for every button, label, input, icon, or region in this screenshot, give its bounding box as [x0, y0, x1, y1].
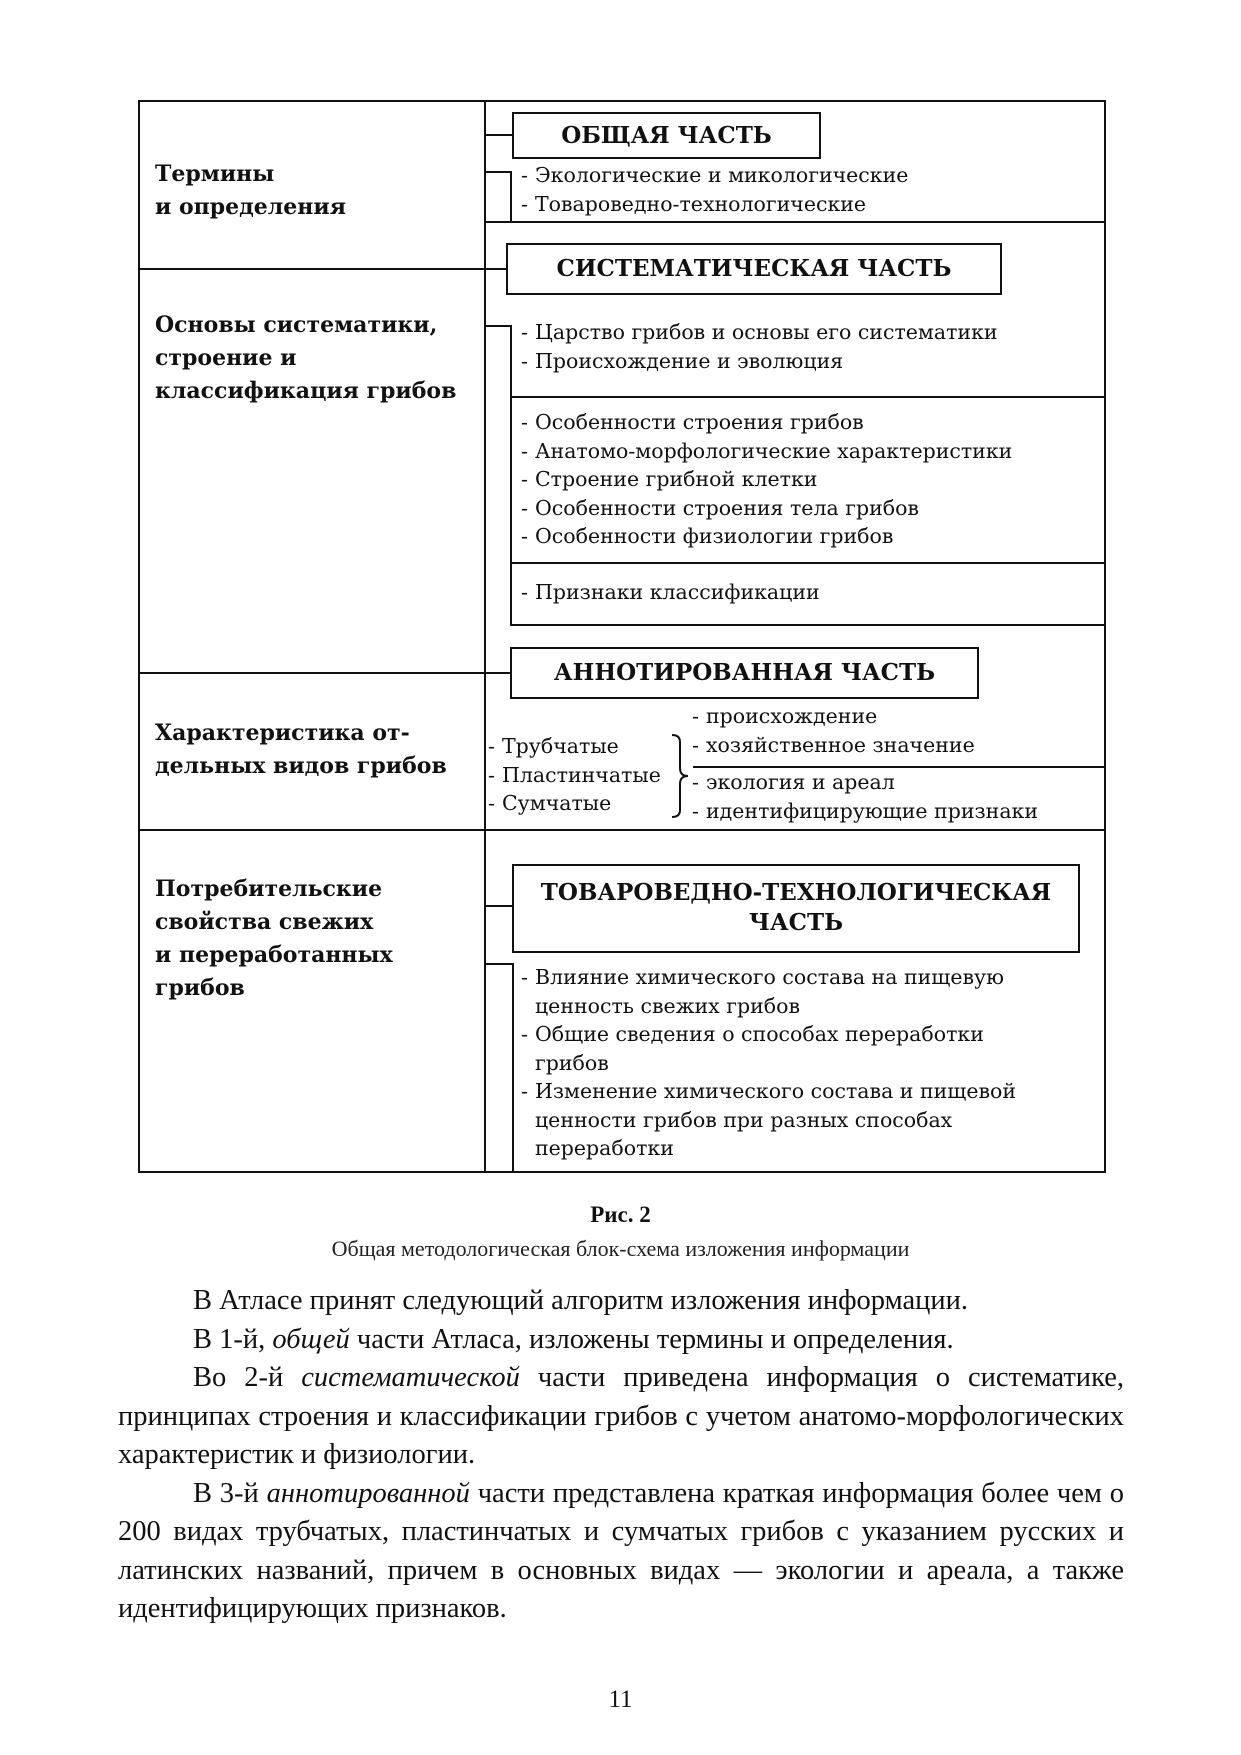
connector [484, 171, 512, 173]
row-divider-1 [138, 268, 513, 270]
page-number: 11 [608, 1686, 633, 1713]
list-item: - Анатомо-морфологические характеристики [521, 438, 1013, 463]
list-item: - идентифицирующие признаки [692, 798, 1039, 823]
list-item-cont: ценность свежих грибов [535, 993, 800, 1018]
list-item: - Трубчатые [488, 734, 619, 758]
list-item-cont: переработки [535, 1136, 674, 1160]
systematic-group-2 [521, 408, 1012, 551]
bracket-line [510, 325, 512, 625]
section-title-text: ЧАСТЬ [748, 909, 844, 936]
connector [484, 325, 512, 327]
list-item: - Строение грибной клетки [521, 467, 818, 491]
list-item: - Изменение химического состава и пищевой [521, 1079, 1017, 1103]
row-label-species [155, 717, 447, 783]
body-text [118, 1282, 1124, 1629]
list-item: - Особенности строения тела грибов [521, 495, 919, 520]
list-item-cont: ценности грибов при разных способах [535, 1107, 953, 1132]
list-item: - Происхождение и эволюция [521, 348, 844, 373]
row-label-line: грибов [155, 975, 245, 1001]
row-divider-2 [138, 672, 513, 674]
list-item: - Особенности физиологии грибов [521, 524, 894, 548]
figure-caption: Общая методологическая блок-схема изложения информации [331, 1236, 910, 1261]
systematic-group-1 [521, 318, 998, 375]
bracket-line [512, 963, 514, 1173]
commodity-items [521, 963, 1016, 1163]
attributes-top [692, 702, 975, 759]
list-item: - Общие сведения о способах переработки [521, 1022, 984, 1046]
list-item: - Экологические и микологические [521, 163, 909, 187]
connector [484, 963, 514, 965]
list-item-cont: грибов [535, 1050, 609, 1075]
row-label-line: свойства свежих [155, 909, 374, 935]
paragraph: В Атласе принят следующий алгоритм изложения информации. [193, 1285, 968, 1316]
row-label-line: строение и [155, 345, 297, 371]
attributes-bottom [692, 768, 1038, 825]
section-title-general [512, 112, 821, 159]
list-item: - Сумчатые [488, 791, 612, 815]
row-label-line: Термины [155, 161, 275, 187]
column-divider [484, 100, 486, 1173]
row-label-systematics [155, 309, 456, 408]
general-items [521, 161, 908, 218]
group-divider [510, 396, 1106, 398]
row-label-consumer [155, 873, 393, 1005]
mushroom-types [488, 732, 661, 818]
group-right-edge [1104, 396, 1106, 626]
section-bottom-line [484, 221, 1106, 223]
row-label-line: Основы систематики, [155, 312, 438, 338]
row-divider-3 [138, 829, 1106, 831]
connector [484, 268, 508, 270]
list-item: - Пластинчатые [488, 762, 661, 787]
systematic-group-3 [521, 578, 820, 607]
row-label-line: дельных видов грибов [155, 753, 447, 779]
section-title-annotated [510, 647, 979, 699]
row-label-line: и определения [155, 194, 346, 220]
paragraph: В 3-й аннотированной части представлена краткая информация более чем о 200 видах трубчатых, пластинчатых и сумчатых грибов с указанием русских и латинских названий, причем в основных видах — экологии и ареала, а также идентифицирующих признаков. [118, 1477, 1124, 1624]
row-label-line: классификация грибов [155, 378, 457, 404]
connector [484, 905, 512, 907]
paragraph: В 1-й, общей части Атласа, изложены термины и определения. [193, 1323, 954, 1355]
list-item: - происхождение [692, 704, 878, 728]
list-item: - Особенности строения грибов [521, 410, 864, 434]
row-label-terms [155, 158, 346, 224]
section-title-text: СИСТЕМАТИЧЕСКАЯ ЧАСТЬ [556, 255, 952, 282]
group-divider [510, 562, 1106, 564]
list-item: - Признаки классификации [521, 580, 820, 604]
figure-number: Рис. 2 [590, 1202, 651, 1227]
connector [484, 672, 512, 674]
connector [484, 134, 514, 136]
section-title-text: АННОТИРОВАННАЯ ЧАСТЬ [553, 659, 936, 686]
group-divider [510, 624, 1106, 626]
section-title-commodity [512, 864, 1080, 953]
bracket-line [510, 171, 512, 223]
list-item: - Влияние химического состава на пищевую [521, 965, 1004, 989]
section-title-text: ТОВАРОВЕДНО-ТЕХНОЛОГИЧЕСКАЯ [540, 879, 1052, 906]
list-item: - Царство грибов и основы его систематики [521, 320, 998, 344]
list-item: - экология и ареал [692, 770, 895, 794]
list-item: - Товароведно-технологические [521, 191, 867, 216]
section-title-systematic [506, 243, 1002, 295]
row-label-line: Потребительские [155, 876, 383, 902]
curly-brace-icon [670, 732, 694, 820]
list-item: - хозяйственное значение [692, 732, 975, 757]
row-label-line: и переработанных [155, 942, 393, 968]
section-title-text: ОБЩАЯ ЧАСТЬ [561, 122, 772, 149]
row-label-line: Характеристика от- [155, 720, 410, 746]
paragraph: Во 2-й систематической части приведена информация о систематике, принципах строения и классификации грибов с учетом анатомо-морфологических характеристик и физиологии. [118, 1362, 1124, 1470]
